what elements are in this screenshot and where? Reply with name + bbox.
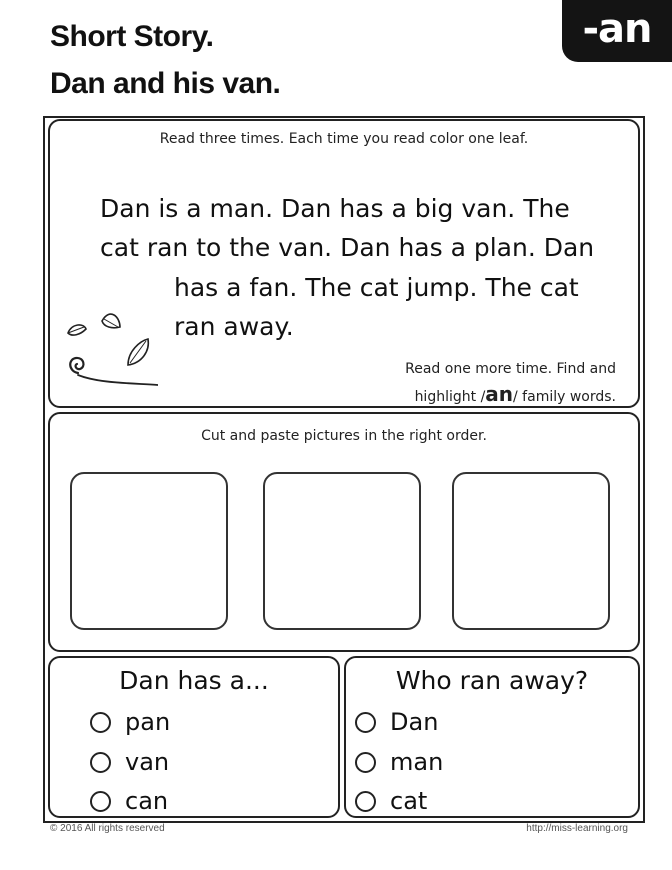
leaf-icon[interactable]: [102, 314, 120, 328]
radio-circle-icon[interactable]: [90, 791, 111, 812]
radio-circle-icon[interactable]: [355, 712, 376, 733]
story-line: ran away.: [174, 312, 294, 341]
radio-circle-icon[interactable]: [355, 752, 376, 773]
answer-option[interactable]: pan: [90, 706, 170, 738]
answer-option[interactable]: van: [90, 746, 169, 778]
paste-box-3[interactable]: [452, 472, 610, 630]
title-line-1: Short Story.: [50, 20, 214, 53]
leaves-icon: [58, 303, 158, 393]
story-line: Dan is a man. Dan has a big van. The: [100, 194, 570, 223]
answer-option[interactable]: cat: [355, 785, 427, 817]
read-instruction: Read three times. Each time you read color one leaf.: [159, 131, 529, 147]
website-link[interactable]: http://miss-learning.org: [526, 823, 628, 834]
paste-box-1[interactable]: [70, 472, 228, 630]
paste-instruction: Cut and paste pictures in the right order.: [201, 428, 487, 444]
story-panel: [48, 119, 640, 408]
question-panel-1: [48, 656, 340, 818]
radio-circle-icon[interactable]: [90, 712, 111, 733]
paste-box-2[interactable]: [263, 472, 421, 630]
highlight-note-line-2: highlight /an/ family words.: [414, 382, 616, 406]
story-line: has a fan. The cat jump. The cat: [174, 273, 579, 302]
radio-circle-icon[interactable]: [355, 791, 376, 812]
word-family-highlight: an: [485, 382, 514, 406]
answer-option[interactable]: can: [90, 785, 168, 817]
answer-option[interactable]: Dan: [355, 706, 438, 738]
story-line: cat ran to the van. Dan has a plan. Dan: [100, 233, 595, 262]
radio-circle-icon[interactable]: [90, 752, 111, 773]
question-panel-2: [344, 656, 640, 818]
copyright-text: © 2016 All rights reserved: [50, 823, 165, 834]
title-line-2: Dan and his van.: [50, 67, 281, 100]
answer-option[interactable]: man: [355, 746, 443, 778]
paste-panel: [48, 412, 640, 652]
highlight-note-line-1: Read one more time. Find and: [405, 361, 616, 377]
question-1-prompt: Dan has a...: [119, 666, 269, 695]
question-2-prompt: Who ran away?: [395, 666, 589, 695]
word-family-badge: -an: [562, 0, 672, 62]
